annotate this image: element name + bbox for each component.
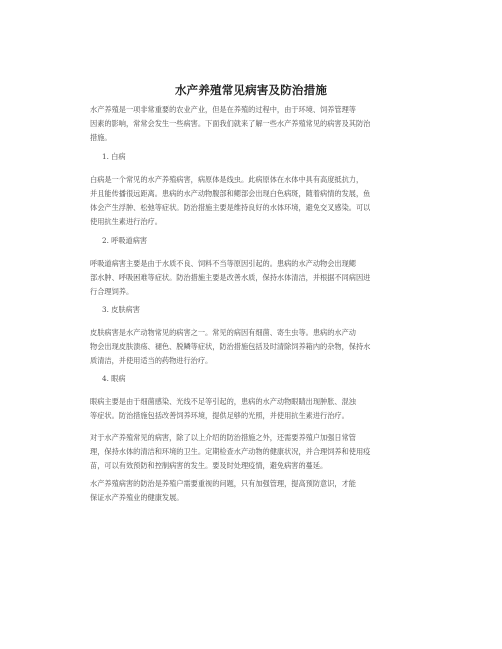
paragraph-line: 理，保持水体的清洁和环境的卫生。定期检查水产动物的健康状况，并合理饲养和使用疫 bbox=[90, 447, 371, 456]
section-paragraph bbox=[90, 257, 420, 299]
section-paragraph bbox=[90, 395, 420, 423]
section-heading: 2. 呼吸道病害 bbox=[102, 236, 148, 245]
paragraph-line: 保证水产养殖业的健康发展。 bbox=[90, 493, 184, 502]
paragraph-line: 苗，可以有效预防和控制病害的发生。要及时处理疫情，避免病害的蔓延。 bbox=[90, 461, 328, 470]
paragraph-line: 措施。 bbox=[90, 133, 112, 142]
paragraph-line: 水产养殖是一项非常重要的农业产业，但是在养殖的过程中，由于环境、饲养管理等 bbox=[90, 105, 356, 114]
closing-paragraph bbox=[90, 477, 420, 505]
closing-paragraph bbox=[90, 431, 420, 473]
section-heading: 1. 白病 bbox=[102, 152, 126, 161]
paragraph-line: 皮肤病害是水产动物常见的病害之一。常见的病因有细菌、寄生虫等。患病的水产动 bbox=[90, 328, 356, 337]
paragraph-line: 部水肿、呼吸困难等症状。防治措施主要是改善水质，保持水体清洁，并根据不同病因进 bbox=[90, 273, 371, 282]
section-paragraph bbox=[90, 326, 420, 368]
paragraph-line: 因素的影响，常常会发生一些病害。下面我们就来了解一些水产养殖常见的病害及其防治 bbox=[90, 119, 371, 128]
paragraph-line: 使用抗生素进行治疗。 bbox=[90, 217, 162, 226]
document-title: 水产养殖常见病害及防治措施 bbox=[174, 83, 328, 97]
paragraph-line: 眼病主要是由于细菌感染、光线不足等引起的，患病的水产动物眼睛出现肿胀、混浊 bbox=[90, 397, 356, 406]
paragraph-line: 体会产生浮肿、松弛等症状。防治措施主要是维持良好的水体环境，避免交叉感染。可以 bbox=[90, 203, 371, 212]
intro-paragraph bbox=[90, 103, 420, 145]
paragraph-line: 物会出现皮肤溃疡、褪色、脱鳞等症状，防治措施包括及时清除饲养箱内的杂物，保持水 bbox=[90, 342, 371, 351]
paragraph-line: 等症状。防治措施包括改善饲养环境，提供足够的光照，并使用抗生素进行治疗。 bbox=[90, 411, 349, 420]
paragraph-line: 白病是一个常见的水产养殖病害，病原体是线虫。此病原体在水体中具有高度抵抗力， bbox=[90, 175, 364, 184]
paragraph-line: 质清洁，并使用适当的药物进行治疗。 bbox=[90, 356, 213, 365]
section-heading: 4. 眼病 bbox=[102, 374, 126, 383]
paragraph-line: 呼吸道病害主要是由于水质不良、饲料不当等原因引起的。患病的水产动物会出现鳃 bbox=[90, 259, 356, 268]
paragraph-line: 对于水产养殖常见的病害，除了以上介绍的防治措施之外，还需要养殖户加强日常管 bbox=[90, 433, 356, 442]
section-heading: 3. 皮肤病害 bbox=[102, 305, 140, 314]
paragraph-line: 行合理饲养。 bbox=[90, 287, 134, 296]
paragraph-line: 水产养殖病害的防治是养殖户需要重视的问题，只有加强管理，提高预防意识，才能 bbox=[90, 479, 356, 488]
section-paragraph bbox=[90, 173, 420, 229]
paragraph-line: 并且能传播很远距离。患病的水产动物腹部和鳃部会出现白色病斑，随着病情的发展，鱼 bbox=[90, 189, 371, 198]
